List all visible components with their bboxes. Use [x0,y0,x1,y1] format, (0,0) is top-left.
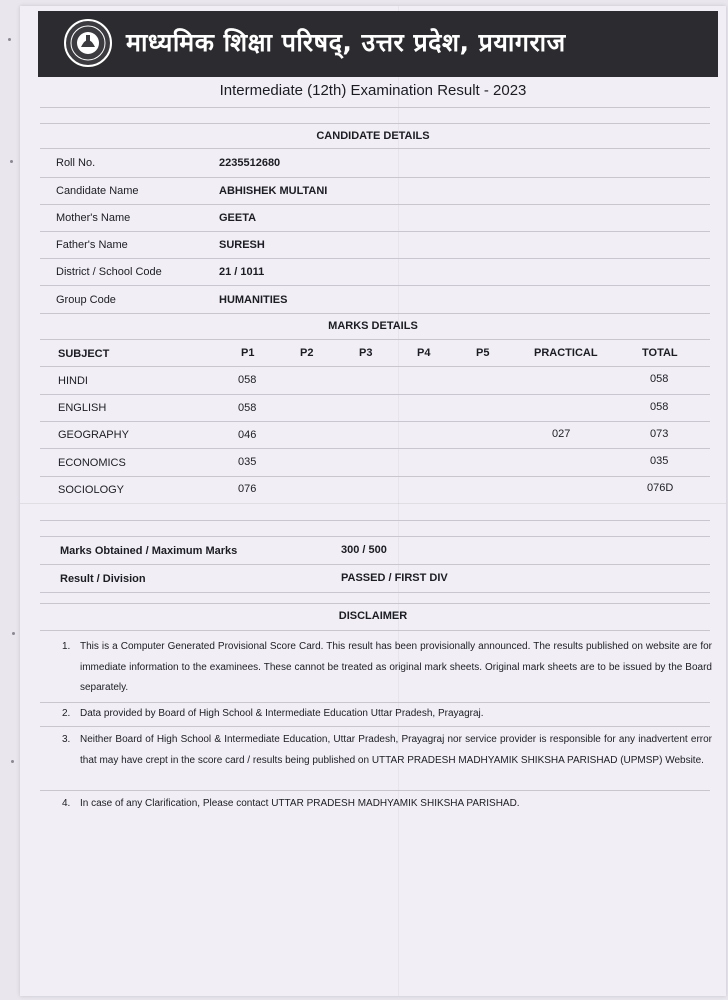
father-name-value: SURESH [219,239,265,251]
disclaimer-text: Neither Board of High School & Intermediate Education, Uttar Pradesh, Prayagraj nor service provider is responsible for any inadvertent error that may have crept in the score card / results being published on UTTAR PRADESH MADHYAMIK SHIKSHA PARISHAD (UPMSP) Website. [80,734,712,766]
group-code-label: Group Code [56,294,116,306]
divider [40,564,710,565]
subject-name: HINDI [58,375,88,387]
exam-title: Intermediate (12th) Examination Result - 2023 [219,82,527,99]
disclaimer-item [62,730,712,771]
disclaimer-item [62,794,712,815]
disclaimer-title: DISCLAIMER [338,610,408,622]
divider [40,630,710,631]
divider [40,339,710,340]
marks-details-title: MARKS DETAILS [328,320,418,332]
candidate-name-label: Candidate Name [56,185,139,197]
roll-no-value: 2235512680 [219,157,281,169]
divider [40,123,710,124]
divider [40,520,710,521]
father-name-label: Father's Name [56,239,128,251]
divider [40,107,710,108]
disclaimer-text: Data provided by Board of High School & Intermediate Education Uttar Pradesh, Prayagraj. [80,708,484,719]
mother-name-label: Mother's Name [56,212,131,224]
disclaimer-text: In case of any Clarification, Please contact UTTAR PRADESH MADHYAMIK SHIKSHA PARISHAD. [80,798,520,809]
divider [40,536,710,537]
divider [40,603,710,604]
p4-header: P4 [417,347,431,359]
result-division-value: PASSED / FIRST DIV [341,572,448,584]
candidate-name-value: ABHISHEK MULTANI [219,185,328,197]
p5-header: P5 [476,347,490,359]
p1-mark: 076 [238,483,257,495]
subject-name: SOCIOLOGY [58,484,125,496]
district-school-code-value: 21 / 1011 [219,266,265,278]
candidate-details-title: CANDIDATE DETAILS [316,130,430,142]
disclaimer-number: 1. [62,641,71,652]
p2-header: P2 [300,347,314,359]
disclaimer-item [62,637,712,699]
divider [40,394,710,395]
subject-name: ECONOMICS [58,457,126,469]
result-division-label: Result / Division [60,573,146,585]
p1-header: P1 [241,347,255,359]
divider [40,231,710,232]
disclaimer-text: This is a Computer Generated Provisional Score Card. This result has been provisionally announced. The results published on website are for immediate information to the examinees. These cannot be treated as original mark sheets. Original mark sheets are to be issued by the Board separately. [80,641,712,693]
divider [40,421,710,422]
practical-mark: 027 [552,428,571,440]
p1-mark: 058 [238,402,257,414]
result-sheet [20,6,726,996]
subject-name: ENGLISH [58,402,107,414]
total-mark: 035 [650,455,669,467]
district-school-code-label: District / School Code [56,266,162,278]
disclaimer-item [62,704,712,725]
subject-header: SUBJECT [58,348,110,360]
mother-name-value: GEETA [219,212,257,224]
p3-header: P3 [359,347,373,359]
disclaimer-number: 3. [62,734,71,745]
divider [40,592,710,593]
p1-mark: 046 [238,429,257,441]
p1-mark: 035 [238,456,257,468]
divider [40,448,710,449]
divider [40,702,710,703]
divider [40,366,710,367]
total-mark: 076D [647,482,674,494]
marks-obtained-label: Marks Obtained / Maximum Marks [60,545,238,557]
disclaimer-number: 2. [62,708,71,719]
divider [40,148,710,149]
board-emblem-icon [64,19,112,67]
divider [40,258,710,259]
total-mark: 058 [650,401,669,413]
board-name: माध्यमिक शिक्षा परिषद्, उत्तर प्रदेश, प्रयागराज [126,28,566,57]
paper-speck [12,632,15,635]
paper-fold-horizontal [20,503,726,504]
paper-speck [10,160,13,163]
subject-name: GEOGRAPHY [58,429,129,441]
divider [40,285,710,286]
marks-obtained-value: 300 / 500 [341,544,387,556]
divider [40,790,710,791]
group-code-value: HUMANITIES [219,294,288,306]
total-mark: 073 [650,428,669,440]
disclaimer-number: 4. [62,798,71,809]
practical-header: PRACTICAL [534,347,598,359]
paper-fold-vertical [398,6,399,996]
paper-speck [11,760,14,763]
header-banner [38,11,718,77]
p1-mark: 058 [238,374,257,386]
divider [40,177,710,178]
paper-speck [8,38,11,41]
divider [40,726,710,727]
divider [40,313,710,314]
roll-no-label: Roll No. [56,157,96,169]
total-mark: 058 [650,373,669,385]
divider [40,204,710,205]
total-header: TOTAL [642,347,678,359]
divider [40,476,710,477]
